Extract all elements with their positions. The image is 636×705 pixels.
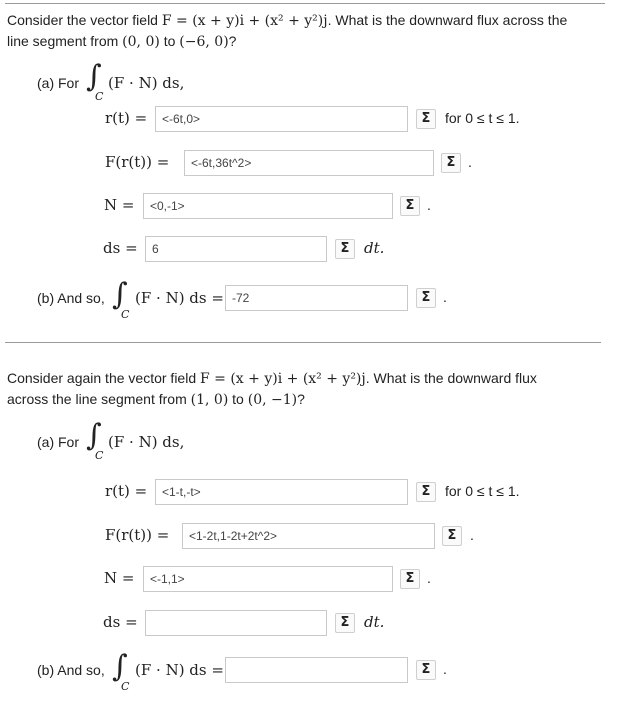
- problem2-flux-input[interactable]: [225, 657, 408, 683]
- problem2-qmark: ?: [297, 391, 305, 407]
- problem1-Fr-tail: .: [468, 154, 472, 170]
- problem1-ds-input[interactable]: 6: [145, 236, 327, 262]
- problem1-ds-label: ds =: [103, 239, 138, 257]
- problem2-flux-integral-sign: ∫: [112, 649, 128, 684]
- problem1-N-sigma-icon[interactable]: Σ: [400, 196, 420, 216]
- problem2-line2: [7, 389, 617, 410]
- problem1-to-point: (−6, 0): [179, 34, 229, 50]
- top-divider: [5, 3, 605, 4]
- problem2-question: [7, 368, 617, 410]
- problem1-flux-integral-sign: ∫: [112, 277, 128, 312]
- problem1-Fr-label: F(r(t)) =: [105, 153, 170, 171]
- problem1-line2: [7, 31, 617, 52]
- problem2-to-point: (0, −1): [247, 392, 298, 408]
- problem1-text-a: Consider the vector field: [7, 12, 162, 28]
- problem1-line1: [7, 10, 617, 31]
- problem2-part-b-label: (b) And so,: [37, 662, 105, 678]
- problem1-Fr-input[interactable]: <-6t,36t^2>: [184, 150, 434, 176]
- problem2-N-sigma-icon[interactable]: Σ: [400, 569, 420, 589]
- problem2-part-a-label: (a) For: [37, 434, 79, 450]
- problem1-vector-field: F = (x + y)i + (x² + y²)j: [161, 13, 328, 29]
- problem2-r-sigma-icon[interactable]: Σ: [416, 482, 436, 502]
- problem2-from-point: (1, 0): [190, 392, 229, 408]
- problem2-r-label: r(t) =: [105, 482, 148, 500]
- problem2-ds-tail: dt.: [364, 613, 385, 631]
- problem1-question: [7, 10, 617, 52]
- problem1-r-label: r(t) =: [105, 109, 148, 127]
- problem1-integrand: (F · N) ds,: [108, 74, 185, 92]
- problem1-integral-sign: ∫: [86, 59, 102, 94]
- problem2-vector-field: F = (x + y)i + (x² + y²)j: [200, 371, 366, 387]
- problem2-N-tail: .: [427, 570, 431, 586]
- problem2-to-word: to: [228, 391, 248, 407]
- problem2-flux-contour: C: [121, 680, 130, 693]
- problem2-r-input[interactable]: <1-t,-t>: [155, 479, 408, 505]
- problem2-N-input[interactable]: <-1,1>: [143, 566, 393, 592]
- problem1-part-b-label: (b) And so,: [37, 290, 105, 306]
- problem2-flux-integrand: (F · N) ds =: [135, 661, 224, 679]
- section-divider: [5, 342, 601, 343]
- problem2-r-tail: for 0 ≤ t ≤ 1.: [445, 483, 520, 499]
- problem1-N-tail: .: [427, 197, 431, 213]
- problem1-r-tail: for 0 ≤ t ≤ 1.: [445, 110, 520, 126]
- problem1-flux-input[interactable]: -72: [225, 285, 408, 311]
- problem1-flux-integrand: (F · N) ds =: [135, 289, 224, 307]
- problem2-text-b: . What is the downward flux: [365, 370, 537, 386]
- problem2-integrand: (F · N) ds,: [108, 433, 185, 451]
- problem2-text-c: across the line segment from: [7, 391, 191, 407]
- problem2-Fr-label: F(r(t)) =: [105, 526, 170, 544]
- problem2-integral-sign: ∫: [86, 418, 102, 453]
- problem1-qmark: ?: [228, 33, 237, 49]
- problem1-ds-sigma-icon[interactable]: Σ: [335, 239, 355, 259]
- problem2-Fr-input[interactable]: <1-2t,1-2t+2t^2>: [182, 523, 435, 549]
- problem1-ds-tail: dt.: [364, 239, 385, 257]
- problem1-text-b: . What is the downward flux across the: [327, 12, 568, 28]
- problem2-N-label: N =: [104, 569, 135, 587]
- problem2-Fr-sigma-icon[interactable]: Σ: [442, 526, 462, 546]
- problem2-integral-contour: C: [95, 449, 104, 462]
- problem1-flux-sigma-icon[interactable]: Σ: [416, 288, 436, 308]
- problem1-integral-contour: C: [95, 90, 104, 103]
- problem2-ds-label: ds =: [103, 613, 138, 631]
- problem1-N-input[interactable]: <0,-1>: [143, 193, 393, 219]
- problem1-r-input[interactable]: <-6t,0>: [155, 106, 408, 132]
- problem1-flux-tail: .: [443, 289, 447, 305]
- problem1-Fr-sigma-icon[interactable]: Σ: [441, 153, 461, 173]
- problem1-part-a-label: (a) For: [37, 75, 79, 91]
- problem2-Fr-tail: .: [470, 527, 474, 543]
- problem2-ds-input[interactable]: [145, 610, 327, 636]
- problem1-from-point: (0, 0): [122, 34, 160, 50]
- problem1-text-c: line segment from: [7, 33, 123, 49]
- problem2-line1: [7, 368, 617, 389]
- problem1-N-label: N =: [104, 196, 135, 214]
- problem1-r-sigma-icon[interactable]: Σ: [416, 109, 436, 129]
- problem2-text-a: Consider again the vector field: [7, 370, 200, 386]
- problem1-flux-contour: C: [121, 308, 130, 321]
- problem2-ds-sigma-icon[interactable]: Σ: [335, 613, 355, 633]
- problem2-flux-tail: .: [443, 661, 447, 677]
- problem2-flux-sigma-icon[interactable]: Σ: [416, 660, 436, 680]
- problem1-to-word: to: [159, 33, 180, 49]
